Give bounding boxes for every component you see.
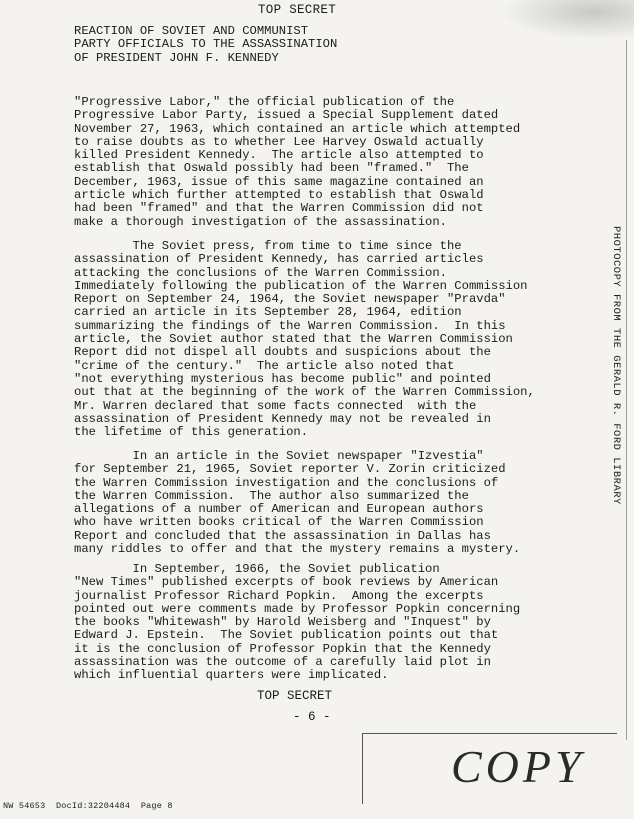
archive-footer: NW 54653 DocId:32204484 Page 8 bbox=[3, 801, 173, 811]
copy-stamp-box bbox=[362, 733, 617, 804]
classification-header: TOP SECRET bbox=[258, 3, 337, 17]
classification-footer: TOP SECRET bbox=[257, 689, 333, 703]
library-photocopy-stamp: PHOTOCOPY FROM THE GERALD R. FORD LIBRARY bbox=[610, 226, 622, 505]
scan-artifact bbox=[500, 0, 634, 40]
paragraph-izvestia: In an article in the Soviet newspaper "Izvestia" for September 21, 1965, Soviet reporter V. Zorin criticized the Warren Commission investigation and the conclusions of the Warren Commission. The author also summarized the allegations of a number of American and European authors who have written books critical of the Warren Commission Report and concluded that the assassination in Dallas has many riddles to offer and that the mystery remains a mystery. bbox=[74, 449, 521, 557]
document-title: REACTION OF SOVIET AND COMMUNIST PARTY OFFICIALS TO THE ASSASSINATION OF PRESIDENT JOHN F. KENNEDY bbox=[74, 24, 338, 65]
paragraph-soviet-press: The Soviet press, from time to time since the assassination of President Kennedy, has carried articles attacking the conclusions of the Warren Commission. Immediately following the publication of the Warren Commission Report on September 24, 1964, the Soviet newspaper "Pravda" carried an article in its September 28, 1964, edition summarizing the findings of the Warren Commission. In this article, the Soviet author stated that the Warren Commission Report did not dispel all doubts and suspicions about the "crime of the century." The article also noted that "not everything mysterious has become public" and pointed out that at the beginning of the work of the Warren Commission, Mr. Warren declared that some facts connected with the assassination of President Kennedy may not be revealed in the lifetime of this generation. bbox=[74, 239, 535, 440]
paragraph-new-times: In September, 1966, the Soviet publication "New Times" published excerpts of book reviews by American journalist Professor Richard Popkin. Among the excerpts pointed out were comments made by Professor Popkin concerning the books "Whitewash" by Harold Weisberg and "Inquest" by Edward J. Epstein. The Soviet publication points out that it is the conclusion of Professor Popkin that the Kennedy assassination was the outcome of a carefully laid plot in which influential quarters were implicated. bbox=[74, 562, 521, 683]
copy-stamp: COPY bbox=[451, 741, 585, 792]
page-number: - 6 - bbox=[293, 710, 331, 724]
scan-edge-line bbox=[626, 40, 627, 740]
paragraph-progressive-labor: "Progressive Labor," the official publication of the Progressive Labor Party, issued a Special Supplement dated November 27, 1963, which contained an article which attempted to raise doubts as to whether Lee Harvey Oswald actually killed President Kennedy. The article also attempted to establish that Oswald possibly had been "framed." The December, 1963, issue of this same magazine contained an article which further attempted to establish that Oswald had been "framed" and that the Warren Commission did not make a thorough investigation of the assassination. bbox=[74, 95, 521, 229]
